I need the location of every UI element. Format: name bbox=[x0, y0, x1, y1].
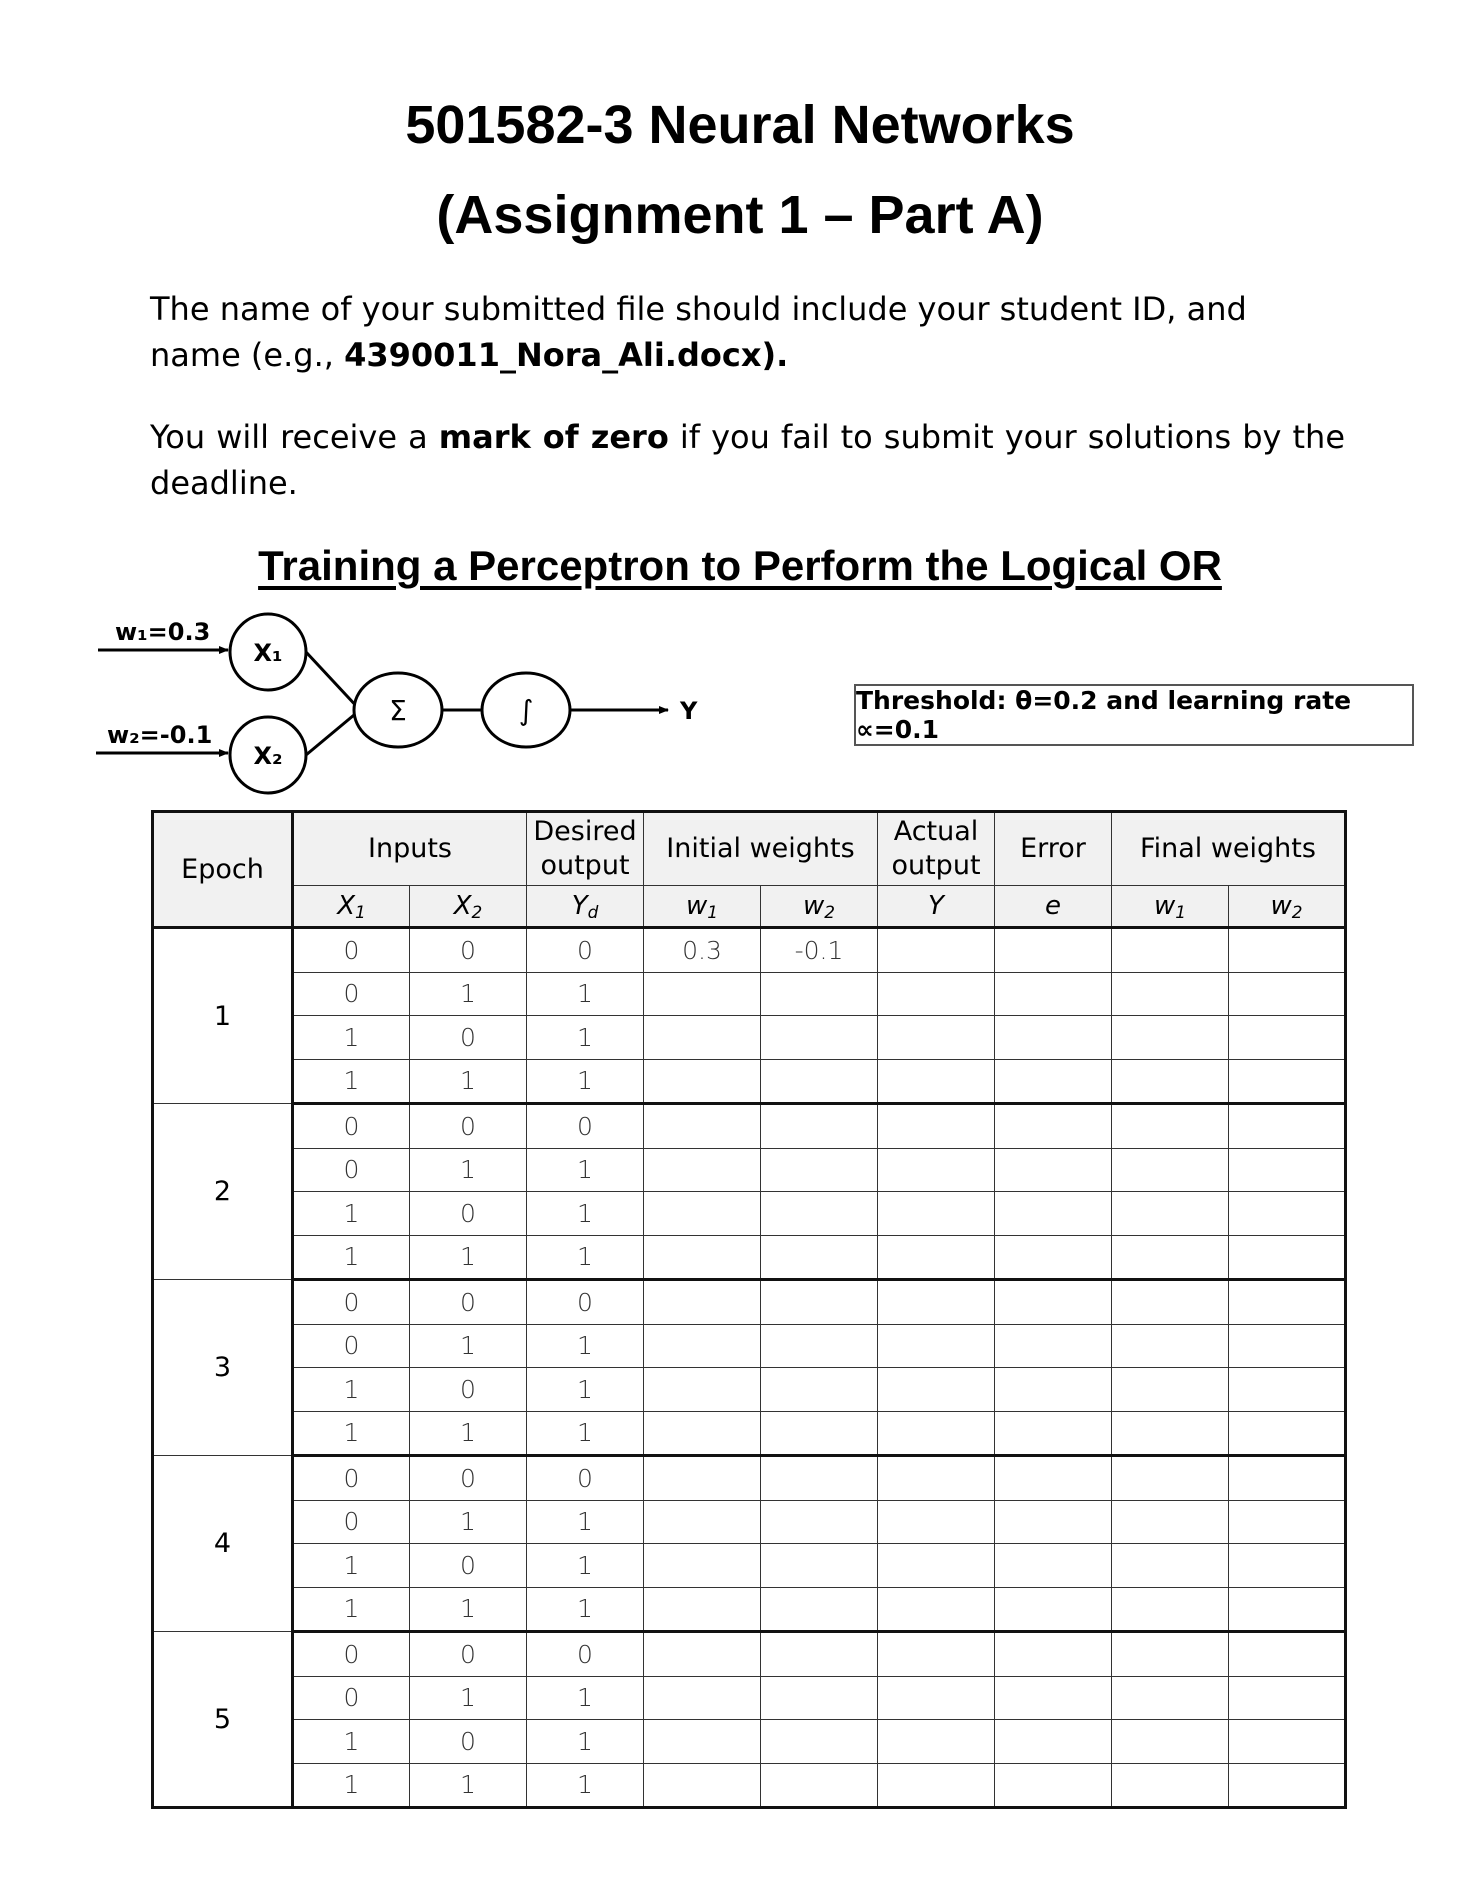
training-table-body bbox=[153, 928, 1346, 1808]
cell-yd: 1 bbox=[527, 1148, 644, 1192]
table-row bbox=[153, 1104, 1346, 1149]
cell-x2: 1 bbox=[410, 1587, 527, 1632]
cell-fw1 bbox=[1112, 1456, 1229, 1501]
cell-w2 bbox=[761, 1280, 878, 1325]
cell-w2 bbox=[761, 1676, 878, 1720]
cell-fw1 bbox=[1112, 1500, 1229, 1544]
cell-fw2 bbox=[1229, 972, 1346, 1016]
cell-x1: 1 bbox=[293, 1016, 410, 1060]
cell-x2: 1 bbox=[410, 1235, 527, 1280]
cell-y bbox=[878, 1235, 995, 1280]
cell-w2 bbox=[761, 1720, 878, 1764]
cell-e bbox=[995, 1368, 1112, 1412]
cell-y bbox=[878, 1763, 995, 1808]
cell-w1 bbox=[644, 1368, 761, 1412]
cell-x1: 1 bbox=[293, 1587, 410, 1632]
epoch-cell: 5 bbox=[153, 1632, 293, 1808]
cell-w2 bbox=[761, 1192, 878, 1236]
cell-yd: 1 bbox=[527, 1235, 644, 1280]
epoch-cell: 1 bbox=[153, 928, 293, 1104]
cell-x1: 1 bbox=[293, 1720, 410, 1764]
cell-w1 bbox=[644, 1456, 761, 1501]
cell-fw2 bbox=[1229, 1587, 1346, 1632]
cell-y bbox=[878, 1192, 995, 1236]
filename-instruction bbox=[150, 286, 1345, 378]
cell-yd: 1 bbox=[527, 1720, 644, 1764]
cell-y bbox=[878, 1632, 995, 1677]
cell-x2: 0 bbox=[410, 928, 527, 973]
cell-x2: 0 bbox=[410, 1632, 527, 1677]
cell-w1 bbox=[644, 1500, 761, 1544]
cell-w1 bbox=[644, 1104, 761, 1149]
cell-e bbox=[995, 1104, 1112, 1149]
subheader-x2: $X_2$ bbox=[410, 886, 527, 928]
deadline-text-before: You will receive a bbox=[150, 418, 439, 456]
cell-w2 bbox=[761, 1235, 878, 1280]
cell-fw1 bbox=[1112, 1676, 1229, 1720]
cell-fw1 bbox=[1112, 1235, 1229, 1280]
cell-yd: 0 bbox=[527, 1456, 644, 1501]
cell-y bbox=[878, 1500, 995, 1544]
cell-w1 bbox=[644, 1411, 761, 1456]
x2-to-sum-edge bbox=[306, 710, 360, 755]
header-actual-output: Actual output bbox=[878, 812, 995, 886]
cell-e bbox=[995, 1411, 1112, 1456]
cell-fw2 bbox=[1229, 1148, 1346, 1192]
subheader-yd: $Y_d$ bbox=[527, 886, 644, 928]
cell-x1: 1 bbox=[293, 1763, 410, 1808]
cell-w1 bbox=[644, 1016, 761, 1060]
cell-fw1 bbox=[1112, 1587, 1229, 1632]
cell-e bbox=[995, 1587, 1112, 1632]
cell-e bbox=[995, 1059, 1112, 1104]
x1-to-sum-edge bbox=[306, 652, 360, 710]
cell-y bbox=[878, 1059, 995, 1104]
cell-w2: -0.1 bbox=[761, 928, 878, 973]
cell-yd: 1 bbox=[527, 1411, 644, 1456]
cell-e bbox=[995, 972, 1112, 1016]
table-row bbox=[153, 1280, 1346, 1325]
cell-x2: 1 bbox=[410, 972, 527, 1016]
cell-y bbox=[878, 1148, 995, 1192]
cell-fw1 bbox=[1112, 1104, 1229, 1149]
cell-w2 bbox=[761, 1104, 878, 1149]
cell-y bbox=[878, 1104, 995, 1149]
cell-w2 bbox=[761, 1544, 878, 1588]
cell-y bbox=[878, 1676, 995, 1720]
cell-x2: 0 bbox=[410, 1720, 527, 1764]
header-epoch: Epoch bbox=[153, 812, 293, 928]
cell-w2 bbox=[761, 1016, 878, 1060]
table-row bbox=[153, 1763, 1346, 1808]
cell-fw2 bbox=[1229, 1500, 1346, 1544]
subheader-e: e bbox=[995, 886, 1112, 928]
subheader-initial-w2: $w_2$ bbox=[761, 886, 878, 928]
cell-y bbox=[878, 928, 995, 973]
table-row bbox=[153, 1192, 1346, 1236]
cell-w1 bbox=[644, 1280, 761, 1325]
cell-e bbox=[995, 1632, 1112, 1677]
cell-w1 bbox=[644, 1676, 761, 1720]
cell-fw2 bbox=[1229, 1235, 1346, 1280]
deadline-text-after: if you fail to submit your solutions by the deadline. bbox=[150, 418, 1346, 502]
threshold-box: Threshold: θ=0.2 and learning rate ∝=0.1 bbox=[854, 684, 1414, 746]
cell-fw1 bbox=[1112, 1280, 1229, 1325]
cell-yd: 0 bbox=[527, 928, 644, 973]
cell-fw2 bbox=[1229, 1763, 1346, 1808]
cell-w1 bbox=[644, 1632, 761, 1677]
cell-fw2 bbox=[1229, 1059, 1346, 1104]
cell-fw2 bbox=[1229, 1104, 1346, 1149]
cell-fw1 bbox=[1112, 1059, 1229, 1104]
cell-y bbox=[878, 1324, 995, 1368]
header-desired-output: Desired output bbox=[527, 812, 644, 886]
cell-w1 bbox=[644, 1720, 761, 1764]
cell-x2: 0 bbox=[410, 1368, 527, 1412]
cell-w1 bbox=[644, 972, 761, 1016]
cell-yd: 0 bbox=[527, 1104, 644, 1149]
cell-x1: 1 bbox=[293, 1192, 410, 1236]
table-row bbox=[153, 1456, 1346, 1501]
filename-instruction-text: The name of your submitted file should include your student ID, and name (e.g., bbox=[150, 290, 1247, 374]
cell-yd: 1 bbox=[527, 1368, 644, 1412]
cell-yd: 1 bbox=[527, 1544, 644, 1588]
table-row bbox=[153, 1720, 1346, 1764]
cell-x2: 0 bbox=[410, 1544, 527, 1588]
cell-x1: 0 bbox=[293, 972, 410, 1016]
cell-fw1 bbox=[1112, 1192, 1229, 1236]
table-row bbox=[153, 1500, 1346, 1544]
epoch-cell: 3 bbox=[153, 1280, 293, 1456]
header-initial-weights: Initial weights bbox=[644, 812, 878, 886]
cell-e bbox=[995, 1235, 1112, 1280]
cell-x2: 0 bbox=[410, 1192, 527, 1236]
cell-yd: 1 bbox=[527, 1676, 644, 1720]
deadline-instruction bbox=[150, 414, 1345, 506]
cell-fw2 bbox=[1229, 1544, 1346, 1588]
subheader-x1: $X_1$ bbox=[293, 886, 410, 928]
cell-fw2 bbox=[1229, 1676, 1346, 1720]
cell-w2 bbox=[761, 1456, 878, 1501]
cell-x1: 0 bbox=[293, 1104, 410, 1149]
cell-yd: 1 bbox=[527, 1192, 644, 1236]
cell-fw2 bbox=[1229, 928, 1346, 973]
cell-fw2 bbox=[1229, 1632, 1346, 1677]
cell-e bbox=[995, 1324, 1112, 1368]
cell-x1: 0 bbox=[293, 1676, 410, 1720]
x1-node-label: X₁ bbox=[253, 639, 283, 667]
cell-e bbox=[995, 1192, 1112, 1236]
cell-fw2 bbox=[1229, 1324, 1346, 1368]
table-row bbox=[153, 972, 1346, 1016]
table-row bbox=[153, 1148, 1346, 1192]
cell-y bbox=[878, 1280, 995, 1325]
cell-x2: 1 bbox=[410, 1148, 527, 1192]
cell-w1 bbox=[644, 1235, 761, 1280]
epoch-cell: 2 bbox=[153, 1104, 293, 1280]
cell-x1: 1 bbox=[293, 1368, 410, 1412]
cell-w2 bbox=[761, 1632, 878, 1677]
table-row bbox=[153, 1059, 1346, 1104]
cell-w1 bbox=[644, 1192, 761, 1236]
cell-y bbox=[878, 1411, 995, 1456]
cell-y bbox=[878, 1368, 995, 1412]
cell-yd: 1 bbox=[527, 972, 644, 1016]
page-title: 501582-3 Neural Networks bbox=[405, 95, 1075, 155]
subheader-y: Y bbox=[878, 886, 995, 928]
subheader-final-w2: $w_2$ bbox=[1229, 886, 1346, 928]
cell-fw1 bbox=[1112, 928, 1229, 973]
cell-fw2 bbox=[1229, 1192, 1346, 1236]
table-row bbox=[153, 1544, 1346, 1588]
table-row bbox=[153, 928, 1346, 973]
cell-x2: 0 bbox=[410, 1104, 527, 1149]
cell-fw2 bbox=[1229, 1280, 1346, 1325]
cell-yd: 1 bbox=[527, 1587, 644, 1632]
cell-yd: 0 bbox=[527, 1280, 644, 1325]
subheader-final-w1: $w_1$ bbox=[1112, 886, 1229, 928]
table-row bbox=[153, 1368, 1346, 1412]
cell-fw1 bbox=[1112, 1544, 1229, 1588]
cell-e bbox=[995, 1016, 1112, 1060]
cell-x1: 0 bbox=[293, 928, 410, 973]
cell-w2 bbox=[761, 1324, 878, 1368]
cell-e bbox=[995, 1763, 1112, 1808]
cell-fw1 bbox=[1112, 1720, 1229, 1764]
cell-yd: 1 bbox=[527, 1059, 644, 1104]
table-row bbox=[153, 1587, 1346, 1632]
cell-w2 bbox=[761, 1587, 878, 1632]
cell-x2: 1 bbox=[410, 1059, 527, 1104]
cell-x2: 0 bbox=[410, 1016, 527, 1060]
cell-x1: 0 bbox=[293, 1324, 410, 1368]
cell-yd: 1 bbox=[527, 1016, 644, 1060]
cell-yd: 1 bbox=[527, 1763, 644, 1808]
cell-x2: 0 bbox=[410, 1280, 527, 1325]
cell-x1: 0 bbox=[293, 1148, 410, 1192]
cell-e bbox=[995, 1456, 1112, 1501]
cell-x1: 1 bbox=[293, 1411, 410, 1456]
cell-fw1 bbox=[1112, 1016, 1229, 1060]
table-row bbox=[153, 1676, 1346, 1720]
cell-x1: 1 bbox=[293, 1235, 410, 1280]
cell-w1 bbox=[644, 1763, 761, 1808]
cell-fw1 bbox=[1112, 972, 1229, 1016]
cell-fw1 bbox=[1112, 1148, 1229, 1192]
header-error: Error bbox=[995, 812, 1112, 886]
w1-label: w₁=0.3 bbox=[115, 618, 211, 646]
table-row bbox=[153, 1235, 1346, 1280]
cell-fw2 bbox=[1229, 1368, 1346, 1412]
cell-x2: 1 bbox=[410, 1324, 527, 1368]
cell-y bbox=[878, 1016, 995, 1060]
cell-e bbox=[995, 1544, 1112, 1588]
cell-fw2 bbox=[1229, 1411, 1346, 1456]
cell-y bbox=[878, 1456, 995, 1501]
cell-w1: 0.3 bbox=[644, 928, 761, 973]
table-row bbox=[153, 1411, 1346, 1456]
cell-x1: 0 bbox=[293, 1456, 410, 1501]
cell-yd: 1 bbox=[527, 1324, 644, 1368]
cell-w2 bbox=[761, 1148, 878, 1192]
cell-x1: 0 bbox=[293, 1632, 410, 1677]
cell-w1 bbox=[644, 1544, 761, 1588]
cell-w1 bbox=[644, 1587, 761, 1632]
epoch-cell: 4 bbox=[153, 1456, 293, 1632]
integral-icon: ∫ bbox=[518, 694, 534, 727]
page-subtitle: (Assignment 1 – Part A) bbox=[436, 185, 1044, 245]
cell-x2: 0 bbox=[410, 1456, 527, 1501]
cell-x1: 0 bbox=[293, 1280, 410, 1325]
cell-fw1 bbox=[1112, 1763, 1229, 1808]
cell-w2 bbox=[761, 1500, 878, 1544]
table-row bbox=[153, 1016, 1346, 1060]
table-row bbox=[153, 1632, 1346, 1677]
output-label: Y bbox=[680, 697, 698, 725]
cell-y bbox=[878, 972, 995, 1016]
cell-y bbox=[878, 1544, 995, 1588]
cell-fw1 bbox=[1112, 1368, 1229, 1412]
sum-icon: Σ bbox=[389, 694, 407, 727]
x2-node-label: X₂ bbox=[253, 742, 283, 770]
w2-label: w₂=-0.1 bbox=[107, 721, 213, 749]
filename-example: 4390011_Nora_Ali.docx). bbox=[344, 336, 789, 374]
header-inputs: Inputs bbox=[293, 812, 527, 886]
cell-fw2 bbox=[1229, 1456, 1346, 1501]
cell-fw2 bbox=[1229, 1720, 1346, 1764]
cell-yd: 1 bbox=[527, 1500, 644, 1544]
cell-fw1 bbox=[1112, 1411, 1229, 1456]
cell-e bbox=[995, 1500, 1112, 1544]
subheader-initial-w1: $w_1$ bbox=[644, 886, 761, 928]
cell-y bbox=[878, 1587, 995, 1632]
cell-w1 bbox=[644, 1324, 761, 1368]
cell-x1: 1 bbox=[293, 1544, 410, 1588]
cell-w2 bbox=[761, 1411, 878, 1456]
cell-x2: 1 bbox=[410, 1763, 527, 1808]
cell-fw2 bbox=[1229, 1016, 1346, 1060]
cell-w2 bbox=[761, 1059, 878, 1104]
cell-e bbox=[995, 928, 1112, 973]
cell-x2: 1 bbox=[410, 1411, 527, 1456]
table-row bbox=[153, 1324, 1346, 1368]
cell-e bbox=[995, 1280, 1112, 1325]
cell-y bbox=[878, 1720, 995, 1764]
cell-w2 bbox=[761, 1368, 878, 1412]
cell-x1: 1 bbox=[293, 1059, 410, 1104]
training-table bbox=[151, 810, 1347, 1809]
cell-x2: 1 bbox=[410, 1500, 527, 1544]
deadline-bold-text: mark of zero bbox=[438, 418, 669, 456]
cell-x2: 1 bbox=[410, 1676, 527, 1720]
cell-e bbox=[995, 1676, 1112, 1720]
cell-fw1 bbox=[1112, 1324, 1229, 1368]
cell-fw1 bbox=[1112, 1632, 1229, 1677]
cell-x1: 0 bbox=[293, 1500, 410, 1544]
cell-e bbox=[995, 1148, 1112, 1192]
cell-w2 bbox=[761, 1763, 878, 1808]
section-title: Training a Perceptron to Perform the Logical OR bbox=[258, 542, 1222, 589]
cell-e bbox=[995, 1720, 1112, 1764]
cell-yd: 0 bbox=[527, 1632, 644, 1677]
cell-w1 bbox=[644, 1059, 761, 1104]
header-final-weights: Final weights bbox=[1112, 812, 1346, 886]
cell-w2 bbox=[761, 972, 878, 1016]
cell-w1 bbox=[644, 1148, 761, 1192]
